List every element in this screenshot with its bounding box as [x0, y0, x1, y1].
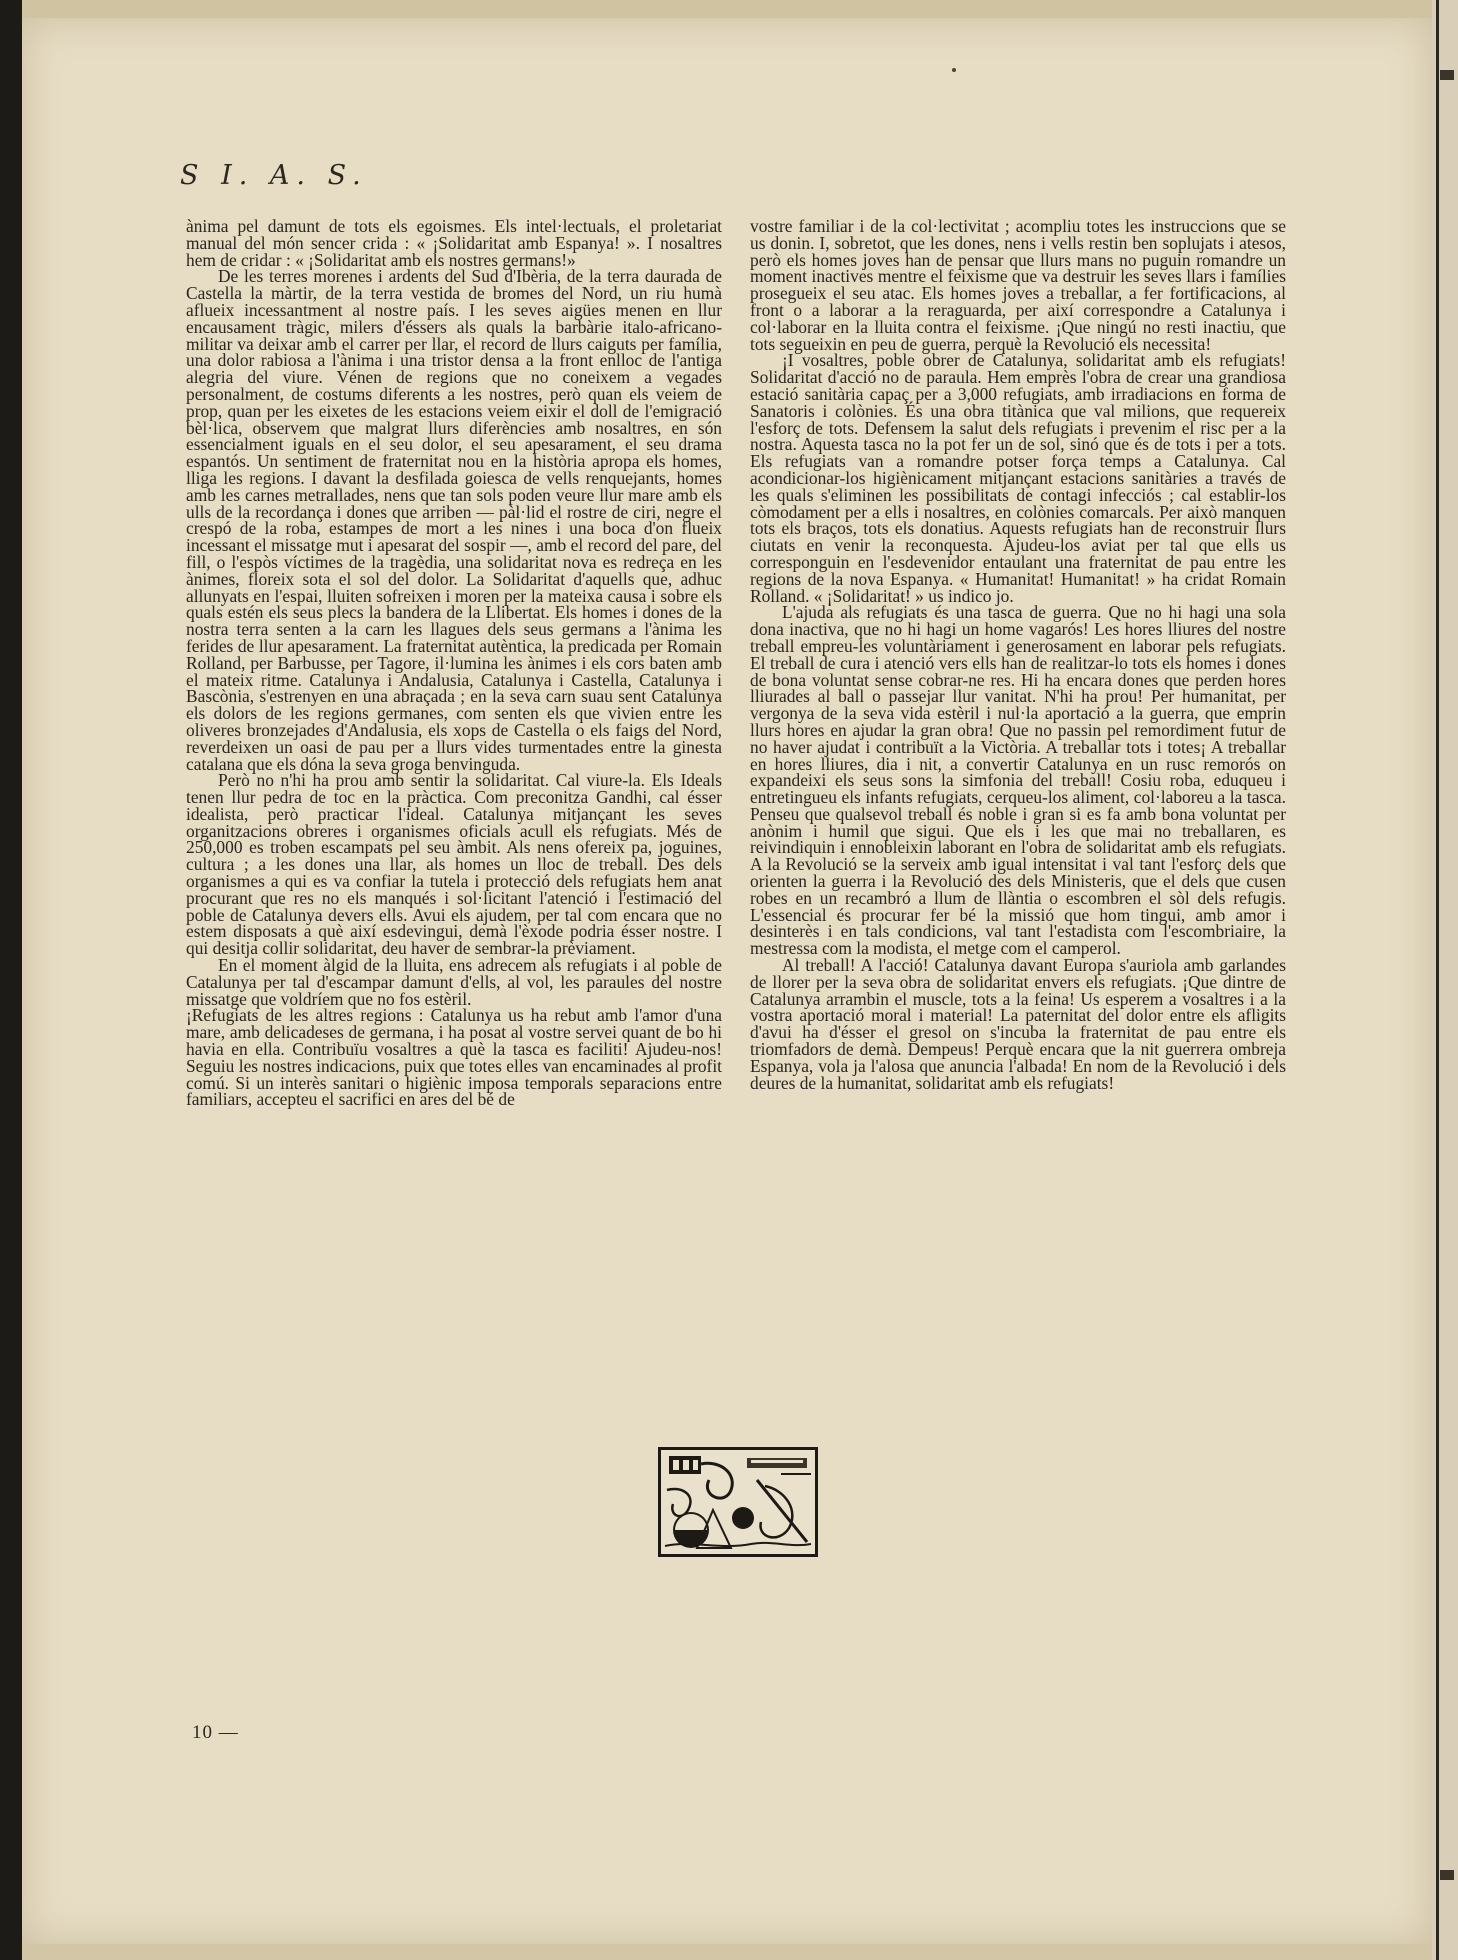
paragraph: vostre familiar i de la col·lectivitat ; acompliu totes les instruccions que se us donin. I, sobretot, que les dones, nens i vells restin ben soplujats i atesos, però els homes joves han de pensar que llurs mans no puguin romandre un moment inactives mentre el feixisme que va destruir les seves llars i famílies prosegueix el seu atac. Els homes joves a treballar, a fer fortificacions, al front o a laborar a la reraguarda, per així correspondre a Catalunya i col·laborar en la lluita contra el feixisme. ¡Que ningú no resti inactiu, que tots segueixin en peu de guerra, perquè la Revolució els necessita! [750, 216, 1286, 354]
paragraph: Al treball! A l'acció! Catalunya davant Europa s'auriola amb garlandes de llorer per la seva obra de solidaritat envers els refugiats. ¡Que dintre de Catalunya arrambin el muscle, tots a la feina! Us esperem a vosaltres i a la vostra aportació moral i material! La paternitat del dolor entre els afligits d'avui ha d'ésser el gresol on s'incuba la fraternitat de pau entre els triomfadors de demà. Dempeus! Perquè encara que la nit guerrera ombreja Espanya, vola ja l'alosa que anuncia l'albada! En nom de la Revolució i dels deures de la humanitat, solidaritat amb els refugiats! [750, 955, 1286, 1093]
binding-mark [1440, 70, 1454, 80]
paragraph: De les terres morenes i ardents del Sud d'Ibèria, de la terra daurada de Castella la màrtir, de la terra vestida de bromes del Nord, un riu humà aflueix incessantment al nostre país. I les seves aigües menen en llur encausament tràgic, milers d'éssers als quals la barbàrie italo-africano-militar va deixar amb el carrer per llar, el record de llurs caiguts per família, una dolor rabiosa a l'ànima i una tristor densa a la front enlloc de l'antiga alegria del viure. Vénen de regions que no coneixem a vegades personalment, de costums diferents a les nostres, però quan els veiem de prop, quan per les eixetes de les estacions veiem eixir el doll de l'emigració bèl·lica, observem que malgrat llurs diferències amb nosaltres, en són essencialment iguals en el seu dolor, el seu apesarament, el seu drama espantós. Un sentiment de fraternitat nou en la història apropa els homes, lliga les regions. I davant la desfilada goiesca de vells renquejants, homes amb les carnes metrallades, nens que tan sols poden veure llur mare amb els ulls de la recordança i dones que arriben — pàl·lid el rostre de ciri, negre el crespó de la roba, estampes de mort a les nines i una boca d'on flueix incessant el missatge mut i apesarat del sospir —, amb el record del pare, del fill, o l'espòs víctimes de la tragèdia, una solidaritat nova es redreça en les ànimes, floreix sota el sol del dolor. La Solidaritat d'aquells que, adhuc allunyats en l'espai, lluiten sofreixen i moren per la mateixa causa i sobre els quals estén els seus plecs la bandera de la Llibertat. Els homes i dones de la nostra terra senten a la carn les llagues dels seus germans a l'ànima les ferides de llur apesarament. La fraternitat autèntica, la predicada per Romain Rolland, per Barbusse, per Tagore, il·lumina les ànimes i els cors baten amb el mateix ritme. Catalunya i Andalusia, Catalunya i Castella, Catalunya i Bascònia, s'estrenyen en una abraçada ; en la seva carn suau sent Catalunya els dolors de les regions germanes, com senten els que vivien entre les oliveres bronzejades d'Andalusia, els xops de Castella o els faigs del Nord, reverdeixen un oasi de pau per a llurs vides turmentades entre la ginesta catalana que els dóna la seva groga benvinguda. [186, 266, 722, 774]
paragraph: ¡Refugiats de les altres regions : Catalunya us ha rebut amb l'amor d'una mare, amb delicadeses de germana, i ha posat al vostre servei quant de bo hi havia en ella. Contribuïu vosaltres a què la tasca es faciliti! Ajudeu-nos! Seguiu les nostres indicacions, puix que totes elles van encaminades al profit comú. Si un interès sanitari o higiènic imposa temporals separacions entre familiars, accepteu el sacrifici en ares del bé de [186, 1005, 722, 1110]
paragraph: ànima pel damunt de tots els egoismes. Els intel·lectuals, el proletariat manual del món sencer crida : « ¡Solidaritat amb Espanya! ». I nosaltres hem de cridar : « ¡Solidaritat amb els nostres germans!» [186, 216, 722, 270]
paragraph: Però no n'hi ha prou amb sentir la solidaritat. Cal viure-la. Els Ideals tenen llur pedra de toc en la pràctica. Com preconitza Gandhi, cal ésser idealista, però practicar l'ideal. Catalunya mitjançant les seves organitzacions obreres i organismes oficials acull els refugiats. Més de 250,000 es troben escampats pel seu àmbit. Als nens ofereix pa, joguines, cultura ; a les dones una llar, als homes un lloc de treball. Des dels organismes a qui es va confiar la tutela i protecció dels refugiats hem anat procurant que res no els manqués i sol·licitant l'atenció i l'estimació del poble de Catalunya devers ells. Avui els ajudem, per tal com encara que no estem disposats a què així esdevingui, demà l'èxode podria ésser nostre. I qui desitja collir solidaritat, deu haver de sembrar-la prèviament. [186, 770, 722, 959]
woodcut-vignette-icon [658, 1447, 818, 1557]
paragraph: En el moment àlgid de la lluita, ens adrecem als refugiats i al poble de Catalunya per tal d'escampar damunt d'ells, al vol, les paraules del nostre missatge que voldríem que no fos estèril. [186, 955, 722, 1009]
right-column [750, 218, 1286, 1091]
left-binding-edge [0, 0, 22, 1960]
page-number: 10 — [192, 1722, 239, 1743]
binding-mark [1440, 1870, 1454, 1880]
running-header: S I. A. S. [180, 160, 368, 191]
paragraph: ¡I vosaltres, poble obrer de Catalunya, solidaritat amb els refugiats! Solidaritat d'acció no de paraula. Hem emprès l'obra de crear una grandiosa estació sanitària capaç per a 3,000 refugiats, amb irradiacions en forma de Sanatoris i colònies. És una obra titànica que val milions, que requereix l'esforç de tots. Defensem la salut dels refugiats i prevenim el risc per a la nostra. Aquesta tasca no la pot fer un de sol, sinó que és de tots i per a tots. Els refugiats van a romandre potser força temps a Catalunya. Cal acondicionar-los higiènicament mitjançant estacions sanitàries a través de les quals s'eliminen les possibilitats de contagi infecciós ; cal establir-los còmodament per a ells i nosaltres, en colònies comarcals. Per això manquen tots els braços, tots els donatius. Aquests refugiats han de reconstruir llurs ciutats en venir la reconquesta. Ajudeu-los aviat per tal que ells us corresponguin en l'esdevenidor entaulant una fraternitat de pau entre les regions de la nova Espanya. « Humanitat! Humanitat! » ha cridat Romain Rolland. « ¡Solidaritat! » us indico jo. [750, 350, 1286, 606]
top-edge [22, 0, 1432, 18]
left-column [186, 218, 722, 1108]
print-dot [952, 68, 956, 72]
fold-line [1436, 0, 1439, 1960]
right-binding-edge [1432, 0, 1458, 1960]
vignette-drawing [661, 1450, 815, 1554]
paragraph: L'ajuda als refugiats és una tasca de guerra. Que no hi hagi una sola dona inactiva, que no hi hagi un home vagarós! Les hores lliures del nostre treball empreu-les voluntàriament i generosament en laborar pels refugiats. El treball de cura i atenció vers ells han de realitzar-lo tots els homes i dones de bona voluntat sense cobrar-ne res. Hi ha encara dones que perden hores lliurades al ball o passejar llur vanitat. N'hi ha prou! Per humanitat, per vergonya de la seva vida estèril i nul·la aportació a la guerra, que emprin llurs hores en ajudar la gran obra! Que no passin pel remordiment futur de no haver ajudat i contribuït a la Victòria. A treballar tots i totes¡ A treballar en hores lliures, dia i nit, a convertir Catalunya en un rusc remorós on expandeixi els seus sons la simfonia del treball! Cosiu roba, eduqueu i entretingueu els infants refugiats, cerqueu-los aliment, col·laboreu a la tasca. Penseu que qualsevol treball és noble i gran si es fa amb bona voluntat per anònim i humil que sigui. Que els i les que mai no treballaren, es reivindiquin i ennobleixin laborant en l'obra de solidaritat amb els refugiats. A la Revolució se la serveix amb igual intensitat i val tant l'esforç dels que orienten la guerra i la Revolució des dels Ministeris, que el dels que cusen robes en un recambró a llum de llàntia o escombren el sòl dels refugis. L'essencial és procurar fer bé la missió que hom tingui, amb amor i desinterès i en tals condicions, val tant l'estadista com l'escombriaire, la mestressa com la modista, el metge com el camperol. [750, 602, 1286, 959]
